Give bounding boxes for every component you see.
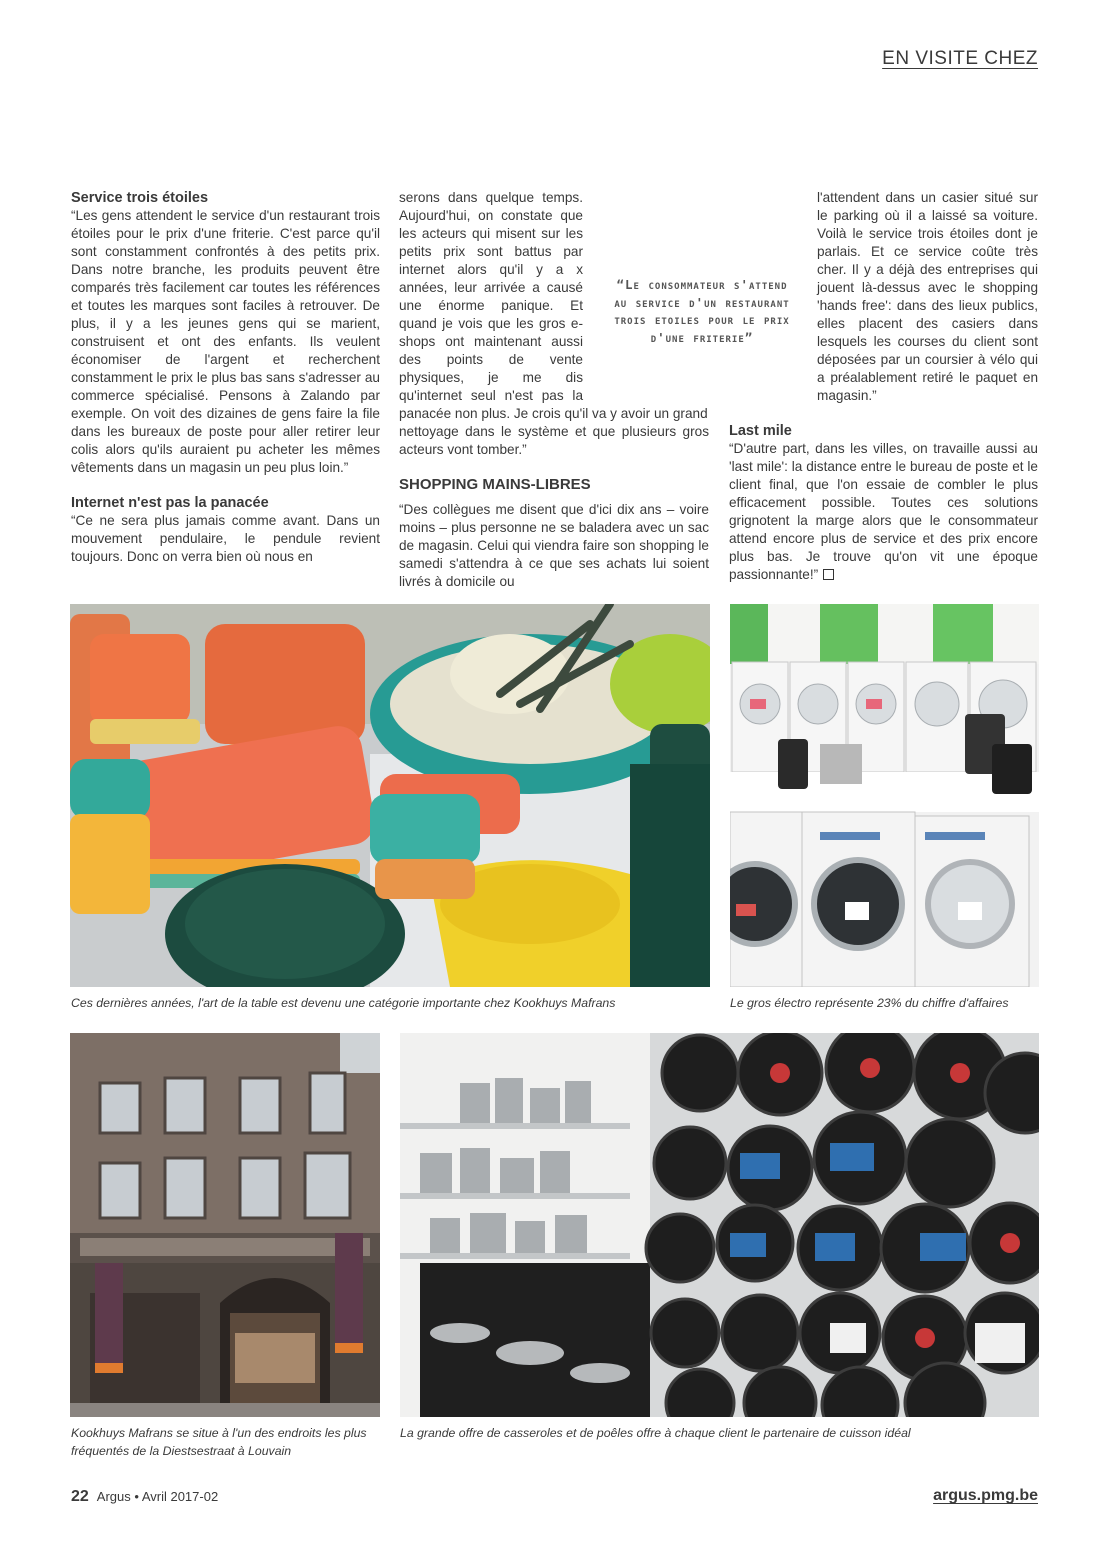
caption-cookware: La grande offre de casseroles et de poêles offre à chaque client le partenaire de cuisson idéal [400,1426,911,1440]
issue-label: Argus • Avril 2017-02 [96,1489,219,1504]
paragraph: l'attendent dans un casier situé sur le parking où il a laissé sa voiture. Voilà le service trois étoiles dont je parlais. Et ce service coûte très [817,190,1038,259]
caption-tableware: Ces dernières années, l'art de la table est devenu une catégorie importante chez Kookhuys Mafrans [71,996,616,1010]
subheading-shopping-mains-libres: SHOPPING MAINS-LIBRES [399,476,591,493]
paragraph: “Ce ne sera plus jamais comme avant. Dans un mouvement pendulaire, le pendule revient toujours. Donc on verra bien où nous en [71,513,380,564]
subheading-internet: Internet n'est pas la panacée [71,495,269,511]
photo-storefront [70,1033,380,1417]
subheading-last-mile: Last mile [729,423,792,439]
pull-quote: “Le consommateur s'attend au service d'un restaurant trois etoiles pour le prix d'une friterie” [614,277,790,345]
text-column-3 [729,189,1038,584]
photo-cookware [400,1033,1039,1417]
section-label: EN VISITE CHEZ [882,48,1038,69]
text-column-1 [71,189,380,566]
page-number: 22 [71,1488,89,1505]
paragraph: “Les gens attendent le service d'un restaurant trois étoiles pour le prix d'une friterie. C'est parce qu'il sont constamment confrontés à des petits prix. Dans notre branche, les produits peuvent être comparés très facilement car toutes les références et toutes les marques sont faciles à retrouver. De plus, il y a les jeunes gens qui se marient, construisent et ont des enfants. Ils veulent économiser de l'argent et recherchent constamment le prix le plus bas sans s'adresser au commerce spécialisé. Pensons à Zalando par exemple. On voit des dizaines de gens faire la file dans les bureaux de poste pour aller retirer leur colis alors qu'ils auraient pu acheter les mêmes vêtements dans un magasin un peu plus loin.” [71,208,380,475]
paragraph: nettoyage dans le système et que plusieurs gros acteurs vont tomber.” [399,424,709,457]
footer-left [71,1488,218,1506]
paragraph: “D'autre part, dans les villes, on travaille aussi au 'last mile': la distance entre le bureau de poste et le client final, que l'on essaie de combler le plus efficacement possible. Toutes ces solutions grignotent la marge alors que le consommateur attend encore plus de service et des prix encore plus bas. Je trouve qu'on vit une époque passionnante!” [729,441,1038,582]
paragraph: “Des collègues me disent que d'ici dix ans – voire moins – plus personne ne se baladera avec un sac de magasin. Celui qui viendra faire son shopping le samedi s'attendra à ce que ses achats lui soient livrés à domicile ou [399,502,709,589]
paragraph: serons dans quelque temps. Aujourd'hui, on constate que les acteurs qui misent sur les petits prix sont battus par internet alors qu'il y a x années, leur arrivée a causé une énorme panique. Et quand je vois que les gros e-shops ont maintenant aussi des points de vente physiques, je me dis qu'internet seul n'est pas la panacée non plus. Je crois qu'il va y avoir un grand [399,190,708,421]
caption-storefront: Kookhuys Mafrans se situe à l'un des endroits les plus fréquentés de la Diestsestraat à Louvain [71,1426,367,1458]
photo-tableware [70,604,710,987]
text-column-2 [399,189,709,591]
subheading-service-trois-etoiles: Service trois étoiles [71,190,209,206]
website-link[interactable]: argus.pmg.be [933,1487,1038,1504]
paragraph: cher. Il y a déjà des entreprises qui jouent là-dessus avec le shopping 'hands free': dans des lieux publics, elles placent des casiers dans lesquels les courses du client sont déposées par un coursier à vélo qui a préalablement retiré le paquet en magasin.” [817,262,1038,403]
photo-appliances [730,604,1039,987]
end-mark-icon [823,569,834,580]
caption-appliances: Le gros électro représente 23% du chiffre d'affaires [730,996,1009,1010]
